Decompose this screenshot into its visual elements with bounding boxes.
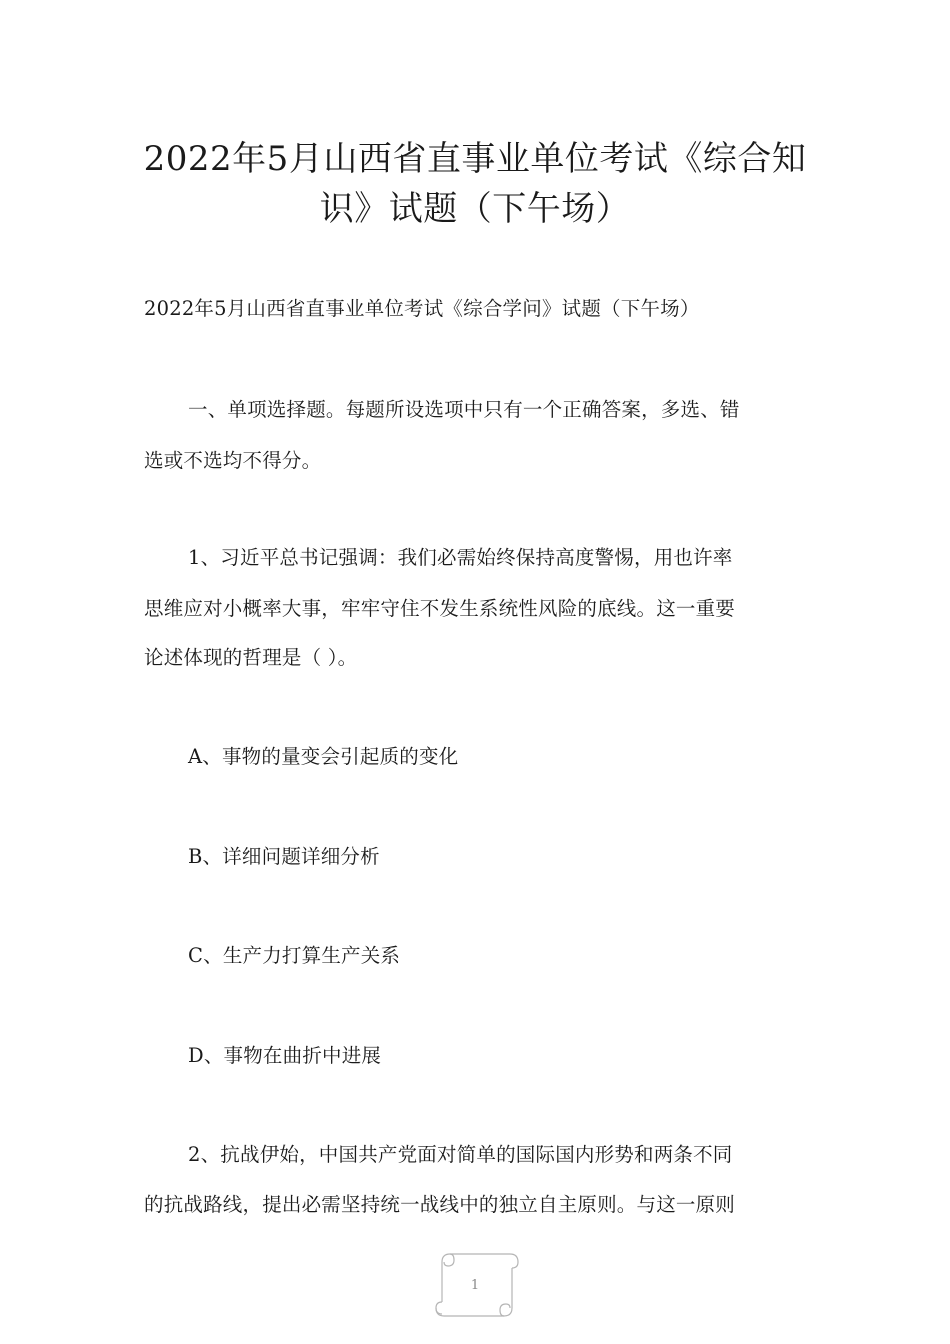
title-line-2: 识》试题（下午场） [319,189,631,229]
question-1-line-3: 论述体现的哲理是（ ）。 [144,646,358,669]
question-1-option-c: C、生产力打算生产关系 [188,944,401,967]
question-1-line-1: 1、习近平总书记强调：我们必需始终保持高度警惕，用也许率 [188,546,733,569]
question-2-line-2: 的抗战路线，提出必需坚持统一战线中的独立自主原则。与这一原则 [144,1193,736,1216]
question-2-line-1: 2、抗战伊始，中国共产党面对简单的国际国内形势和两条不同 [188,1143,733,1166]
page-number-scroll [428,1250,522,1322]
title-line-1: 2022年5月山西省直事业单位考试《综合知 [143,139,807,179]
document-title [130,134,820,234]
question-1-option-b: B、详细问题详细分析 [188,845,380,868]
question-1-option-a: A、事物的量变会引起质的变化 [188,745,459,768]
question-1-option-d: D、事物在曲折中进展 [188,1044,382,1067]
question-1-line-2: 思维应对小概率大事，牢牢守住不发生系统性风险的底线。这一重要 [144,597,736,620]
section-heading-line-1: 一、单项选择题。每题所设选项中只有一个正确答案，多选、错 [188,398,740,421]
section-heading-line-2: 选或不选均不得分。 [144,449,322,472]
page-number: 1 [470,1278,480,1293]
document-subtitle: 2022年5月山西省直事业单位考试《综合学问》试题（下午场） [144,297,700,320]
